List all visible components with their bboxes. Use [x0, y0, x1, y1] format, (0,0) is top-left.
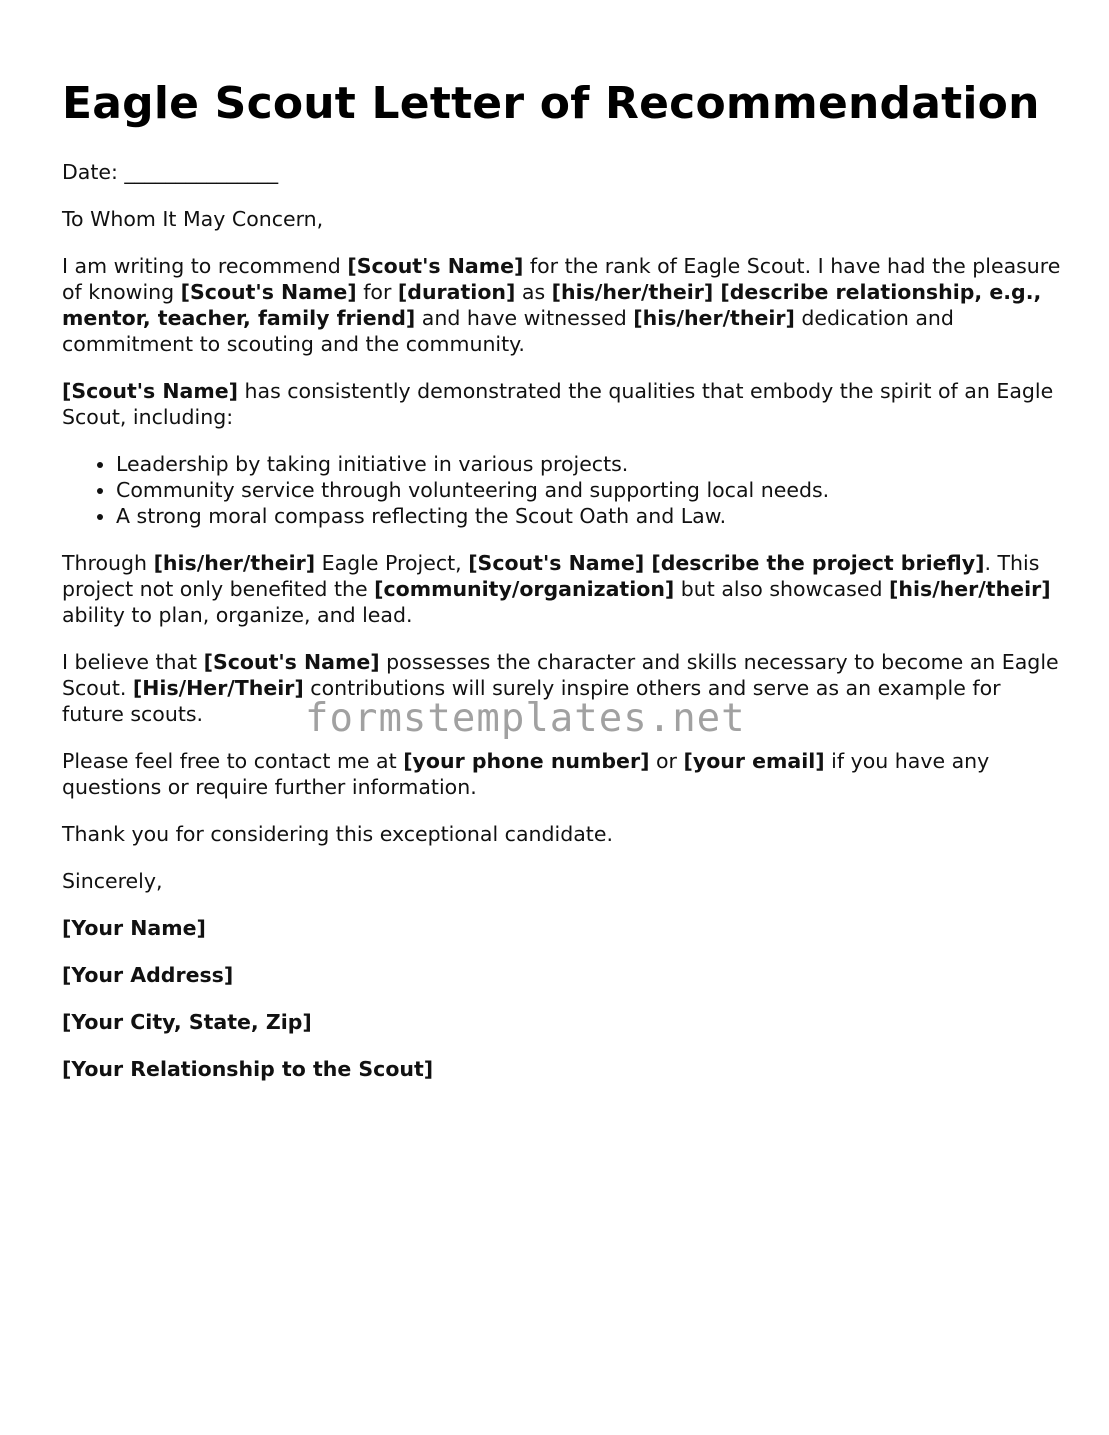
- placeholder-scout-name: [Scout's Name]: [180, 280, 357, 304]
- project-paragraph: Through [his/her/their] Eagle Project, [Scout's Name] [describe the project briefly]. This project not only benefited the [community/organization] but also showcased [his/her/their] ability to plan, organize, and lead.: [62, 551, 1051, 627]
- contact-paragraph: Please feel free to contact me at [your phone number] or [your email] if you have any questions or require further information.: [62, 749, 990, 799]
- signature-relationship: [Your Relationship to the Scout]: [62, 1057, 434, 1081]
- signature-city-state-zip: [Your City, State, Zip]: [62, 1010, 312, 1034]
- signature-address: [Your Address]: [62, 963, 234, 987]
- date-line: Date: _______________: [62, 160, 279, 184]
- belief-paragraph: I believe that [Scout's Name] possesses the character and skills necessary to become an Eagle Scout. [His/Her/Their] contributions will surely inspire others and serve as an example for future scouts.: [62, 650, 1059, 726]
- intro-paragraph: I am writing to recommend [Scout's Name] for the rank of Eagle Scout. I have had the pleasure of knowing [Scout's Name] for [duration] as [his/her/their] [describe relationship, e.g., mentor, teacher, family friend] and have witnessed [his/her/their] dedication and commitment to scouting and the community.: [62, 254, 1061, 356]
- placeholder-phone: [your phone number]: [403, 749, 650, 773]
- placeholder-pronoun: [his/her/their]: [153, 551, 316, 575]
- placeholder-project: [Scout's Name] [describe the project briefly]: [468, 551, 985, 575]
- list-item: • Community service through volunteering and supporting local needs.: [116, 477, 1062, 503]
- placeholder-organization: [community/organization]: [374, 577, 675, 601]
- watermark: formstemplates.net: [305, 696, 746, 741]
- letter-page: [62, 76, 1062, 1103]
- closing-line: Sincerely,: [62, 869, 163, 893]
- placeholder-email: [your email]: [683, 749, 825, 773]
- placeholder-scout-name: [Scout's Name]: [62, 379, 239, 403]
- placeholder-relationship: [his/her/their] [describe relationship, e.g., mentor, teacher, family friend]: [62, 280, 1042, 330]
- placeholder-pronoun: [His/Her/Their]: [132, 676, 304, 700]
- placeholder-scout-name: [Scout's Name]: [203, 650, 380, 674]
- placeholder-scout-name: [Scout's Name]: [347, 254, 524, 278]
- qualities-paragraph: [Scout's Name] has consistently demonstrated the qualities that embody the spirit of an Eagle Scout, including:: [62, 379, 1054, 429]
- list-item: • Leadership by taking initiative in various projects.: [116, 451, 1062, 477]
- salutation: To Whom It May Concern,: [62, 207, 324, 231]
- placeholder-duration: [duration]: [397, 280, 516, 304]
- list-item: • A strong moral compass reflecting the Scout Oath and Law.: [116, 503, 1062, 529]
- qualities-list: [62, 451, 1062, 529]
- page-title: Eagle Scout Letter of Recommendation: [62, 78, 1040, 129]
- placeholder-pronoun: [his/her/their]: [633, 306, 795, 330]
- signature-name: [Your Name]: [62, 916, 206, 940]
- thanks-line: Thank you for considering this exceptional candidate.: [62, 822, 613, 846]
- placeholder-pronoun: [his/her/their]: [889, 577, 1051, 601]
